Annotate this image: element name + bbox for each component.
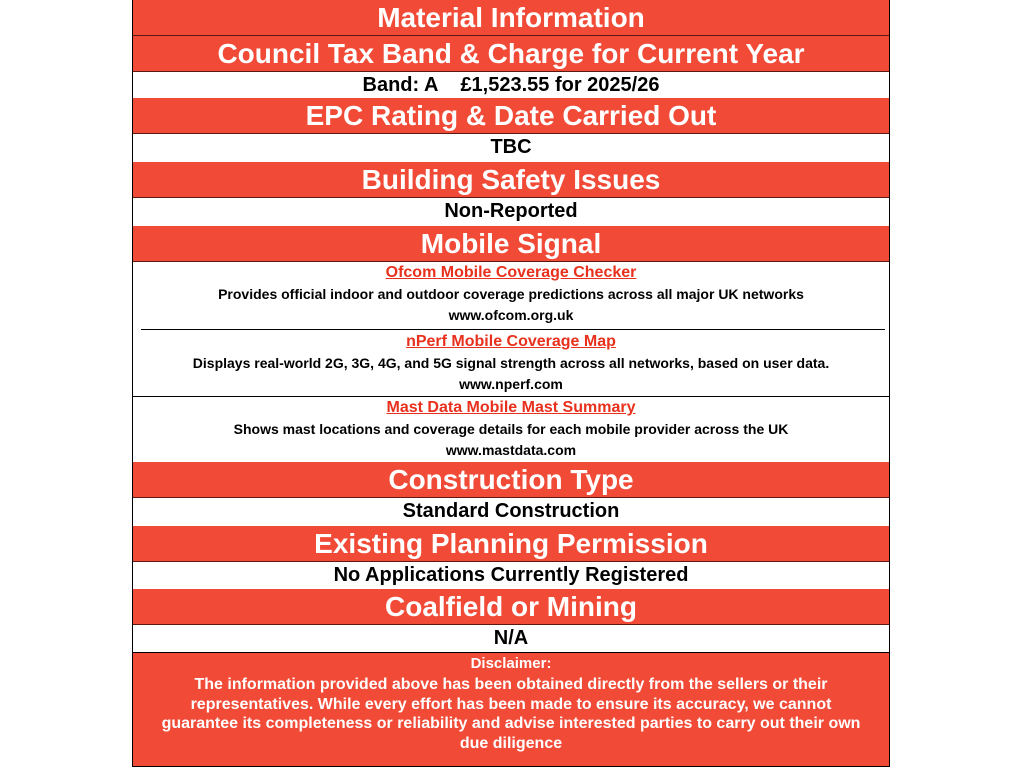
mastdata-url[interactable]: www.mastdata.com <box>445 442 577 458</box>
ofcom-link[interactable]: Ofcom Mobile Coverage Checker <box>385 264 637 281</box>
signal-source-ofcom <box>133 262 889 330</box>
mastdata-description: Shows mast locations and coverage details for each mobile provider across the UK <box>233 421 789 437</box>
nperf-link[interactable]: nPerf Mobile Coverage Map <box>406 333 616 350</box>
coalfield-header: Coalfield or Mining <box>133 589 889 625</box>
mastdata-link[interactable]: Mast Data Mobile Mast Summary <box>386 399 636 416</box>
planning-header: Existing Planning Permission <box>133 526 889 562</box>
material-information-sheet <box>132 0 890 767</box>
epc-value: TBC <box>133 134 889 160</box>
construction-header: Construction Type <box>133 462 889 498</box>
council-tax-value <box>133 72 889 98</box>
ofcom-description: Provides official indoor and outdoor coverage predictions across all major UK networks <box>218 286 804 302</box>
signal-source-nperf <box>133 331 889 397</box>
nperf-description: Displays real-world 2G, 3G, 4G, and 5G signal strength across all networks, based on user data. <box>192 355 830 371</box>
planning-value: No Applications Currently Registered <box>133 562 889 588</box>
council-tax-charge: £1,523.55 for 2025/26 <box>460 74 660 96</box>
coalfield-value: N/A <box>133 625 889 653</box>
building-safety-value: Non-Reported <box>133 198 889 224</box>
mobile-signal-header: Mobile Signal <box>133 226 889 262</box>
disclaimer-block <box>133 653 889 766</box>
divider <box>141 329 885 330</box>
building-safety-header: Building Safety Issues <box>133 162 889 198</box>
page-title: Material Information <box>133 0 889 36</box>
council-tax-band: Band: A <box>362 74 439 96</box>
disclaimer-text: The information provided above has been obtained directly from the sellers or their representatives. While every effort has been made to ensure its accuracy, we cannot guarantee its completeness or reliability and advise interested parties to carry out their own due diligence <box>161 676 861 752</box>
ofcom-url[interactable]: www.ofcom.org.uk <box>448 307 574 323</box>
signal-source-mastdata <box>133 397 889 462</box>
construction-value: Standard Construction <box>133 498 889 524</box>
epc-header: EPC Rating & Date Carried Out <box>133 98 889 134</box>
council-tax-header: Council Tax Band & Charge for Current Year <box>133 36 889 72</box>
nperf-url[interactable]: www.nperf.com <box>459 376 563 392</box>
disclaimer-title: Disclaimer: <box>470 655 552 672</box>
